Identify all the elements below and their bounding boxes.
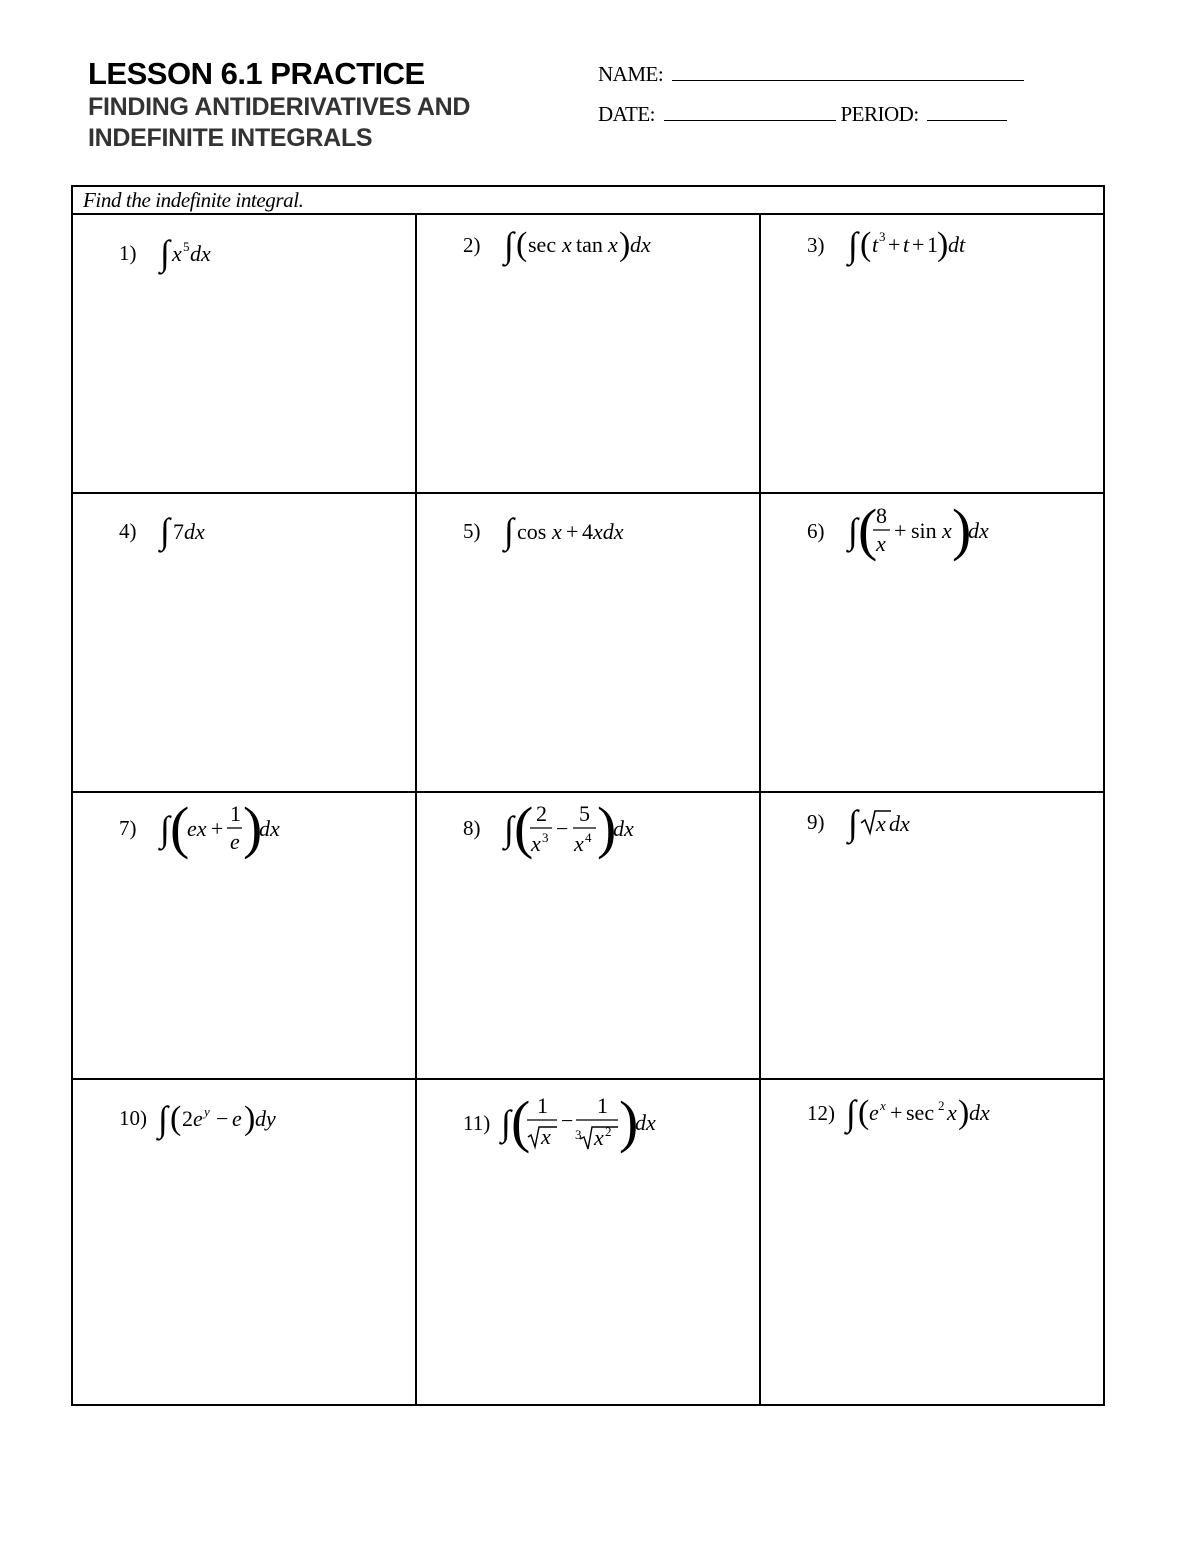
math-figure <box>504 795 654 861</box>
svg-text:dx: dx <box>969 1100 991 1125</box>
svg-text:2: 2 <box>605 1124 612 1139</box>
svg-text:+: + <box>911 232 925 257</box>
svg-text:∫: ∫ <box>501 1103 512 1143</box>
instructions: Find the indefinite integral. <box>73 187 1103 215</box>
svg-text:dx: dx <box>888 811 910 836</box>
svg-text:tan: tan <box>575 232 603 257</box>
svg-text:∫: ∫ <box>847 511 858 551</box>
problem-number: 6) <box>807 518 825 543</box>
svg-text:x: x <box>530 831 541 856</box>
problem-1 <box>119 233 230 273</box>
svg-text:∫: ∫ <box>158 1099 169 1139</box>
math-figure <box>848 799 938 845</box>
svg-text:1: 1 <box>597 1093 609 1118</box>
problem-5 <box>463 511 654 551</box>
svg-text:x: x <box>561 232 572 257</box>
svg-text:x: x <box>875 811 886 836</box>
svg-text:7: 7 <box>172 519 184 544</box>
svg-text:e: e <box>869 1100 880 1125</box>
svg-text:): ) <box>244 1100 256 1137</box>
svg-text:cos: cos <box>516 519 547 544</box>
svg-text:(: ( <box>169 795 190 860</box>
integral-expression <box>160 795 300 861</box>
problem-11 <box>463 1087 671 1159</box>
svg-text:dx: dx <box>612 816 634 841</box>
problem-3 <box>807 223 998 267</box>
svg-text:): ) <box>618 226 631 263</box>
date-blank[interactable] <box>664 100 836 121</box>
svg-text:): ) <box>596 795 617 860</box>
problem-number: 1) <box>119 240 137 265</box>
integral-expression <box>504 511 654 551</box>
problem-number: 5) <box>463 518 481 543</box>
svg-text:8: 8 <box>875 503 887 528</box>
integral-expression <box>848 223 998 267</box>
problem-number: 12) <box>807 1100 835 1125</box>
svg-text:5: 5 <box>182 239 190 254</box>
integral-expression <box>160 233 230 273</box>
svg-text:1: 1 <box>229 801 241 826</box>
svg-text:): ) <box>958 1094 970 1131</box>
svg-text:3: 3 <box>541 830 549 845</box>
svg-text:): ) <box>936 226 949 263</box>
svg-text:t: t <box>871 232 878 257</box>
name-line <box>598 60 1024 100</box>
svg-text:1: 1 <box>537 1093 549 1118</box>
integral-expression <box>504 795 654 861</box>
math-figure <box>160 511 230 551</box>
integral-expression <box>846 1091 1016 1135</box>
svg-text:(: ( <box>511 1089 531 1154</box>
problem-number: 3) <box>807 232 825 257</box>
svg-text:sec: sec <box>527 232 556 257</box>
worksheet-header <box>88 56 558 154</box>
svg-text:t: t <box>902 232 909 257</box>
svg-text:∫: ∫ <box>846 1093 857 1133</box>
svg-text:xdx: xdx <box>592 519 624 544</box>
problem-table <box>71 185 1105 1406</box>
integral-expression <box>848 499 1018 563</box>
svg-text:+: + <box>565 519 579 544</box>
period-blank[interactable] <box>927 100 1007 121</box>
svg-text:∫: ∫ <box>847 803 858 843</box>
math-figure <box>160 795 300 861</box>
svg-text:dy: dy <box>255 1106 277 1131</box>
svg-text:∫: ∫ <box>503 809 514 849</box>
problem-12 <box>807 1091 1016 1135</box>
svg-text:x: x <box>880 1098 887 1113</box>
problem-number: 7) <box>119 815 137 840</box>
integral-expression <box>158 1095 298 1141</box>
problem-number: 8) <box>463 815 481 840</box>
math-figure <box>158 1095 298 1141</box>
row-divider <box>73 791 1103 793</box>
svg-text:y: y <box>204 1104 211 1119</box>
svg-text:dx: dx <box>967 518 989 543</box>
svg-text:dt: dt <box>947 232 965 257</box>
svg-text:−: − <box>561 1108 574 1133</box>
period-label: PERIOD: <box>840 102 919 126</box>
student-info <box>598 60 1024 140</box>
column-divider <box>759 215 761 1404</box>
svg-text:∫: ∫ <box>159 511 170 551</box>
svg-text:): ) <box>951 497 972 562</box>
problem-number: 4) <box>119 518 137 543</box>
math-figure <box>848 499 1018 563</box>
problem-4 <box>119 511 230 551</box>
svg-text:(: ( <box>858 1094 870 1131</box>
svg-text:dx: dx <box>629 232 651 257</box>
date-period-line <box>598 100 1024 140</box>
integral-expression <box>501 1087 671 1159</box>
row-divider <box>73 1078 1103 1080</box>
svg-text:4: 4 <box>581 519 593 544</box>
svg-text:4: 4 <box>584 830 592 845</box>
problem-number: 10) <box>119 1105 147 1130</box>
svg-text:dx: dx <box>635 1110 657 1135</box>
svg-text:x: x <box>941 518 952 543</box>
svg-text:(: ( <box>859 226 872 263</box>
svg-text:e: e <box>232 1106 243 1131</box>
math-figure <box>501 1087 671 1159</box>
problem-number: 9) <box>807 809 825 834</box>
svg-text:+: + <box>210 816 224 841</box>
svg-text:ex: ex <box>186 816 207 841</box>
svg-text:x: x <box>171 241 182 266</box>
svg-text:(: ( <box>857 497 878 562</box>
name-label: NAME: <box>598 62 664 86</box>
svg-text:x: x <box>573 831 584 856</box>
svg-text:x: x <box>541 1124 552 1149</box>
svg-text:2: 2 <box>535 801 547 826</box>
math-figure <box>504 511 654 551</box>
lesson-title: LESSON 6.1 PRACTICE <box>88 56 425 91</box>
svg-text:−: − <box>555 816 569 841</box>
name-blank[interactable] <box>672 60 1024 81</box>
svg-text:3: 3 <box>575 1127 582 1142</box>
date-label: DATE: <box>598 102 655 126</box>
svg-text:3: 3 <box>878 229 886 244</box>
svg-text:2: 2 <box>938 1098 945 1113</box>
math-figure <box>846 1091 1016 1135</box>
svg-text:5: 5 <box>578 801 590 826</box>
svg-text:+: + <box>893 518 907 543</box>
svg-text:): ) <box>242 795 263 860</box>
svg-text:(: ( <box>515 226 528 263</box>
problem-7 <box>119 795 300 861</box>
svg-text:x: x <box>551 519 562 544</box>
math-figure <box>504 223 674 267</box>
svg-text:sin: sin <box>910 518 937 543</box>
problem-2 <box>463 223 674 267</box>
svg-text:∫: ∫ <box>503 225 514 265</box>
svg-text:x: x <box>594 1125 605 1150</box>
svg-text:x: x <box>875 531 886 556</box>
math-figure <box>160 233 230 273</box>
lesson-subtitle: FINDING ANTIDERIVATIVES AND INDEFINITE INTEGRALS <box>88 93 471 152</box>
svg-text:2: 2 <box>182 1106 194 1131</box>
svg-text:∫: ∫ <box>159 233 170 273</box>
svg-text:dx: dx <box>183 519 205 544</box>
svg-text:1: 1 <box>926 232 938 257</box>
problem-number: 11) <box>463 1110 491 1135</box>
svg-text:−: − <box>216 1106 229 1131</box>
svg-text:+: + <box>890 1100 903 1125</box>
integral-expression <box>160 511 230 551</box>
svg-text:dx: dx <box>189 241 211 266</box>
svg-text:∫: ∫ <box>503 511 514 551</box>
svg-text:): ) <box>619 1089 639 1154</box>
svg-text:x: x <box>947 1100 958 1125</box>
problem-6 <box>807 499 1018 563</box>
row-divider <box>73 492 1103 494</box>
svg-text:e: e <box>229 829 240 854</box>
problem-9 <box>807 799 938 845</box>
math-figure <box>848 223 998 267</box>
svg-text:+: + <box>887 232 901 257</box>
problem-grid <box>73 215 1103 1404</box>
svg-text:(: ( <box>170 1100 182 1137</box>
column-divider <box>415 215 417 1404</box>
svg-text:∫: ∫ <box>159 809 170 849</box>
problem-10 <box>119 1095 298 1141</box>
problem-8 <box>463 795 654 861</box>
svg-text:e: e <box>193 1106 204 1131</box>
svg-text:x: x <box>607 232 618 257</box>
svg-text:(: ( <box>513 795 534 860</box>
problem-number: 2) <box>463 232 481 257</box>
svg-text:sec: sec <box>906 1100 935 1125</box>
svg-text:dx: dx <box>258 816 280 841</box>
integral-expression <box>504 223 674 267</box>
integral-expression <box>848 799 938 845</box>
svg-text:∫: ∫ <box>847 225 858 265</box>
